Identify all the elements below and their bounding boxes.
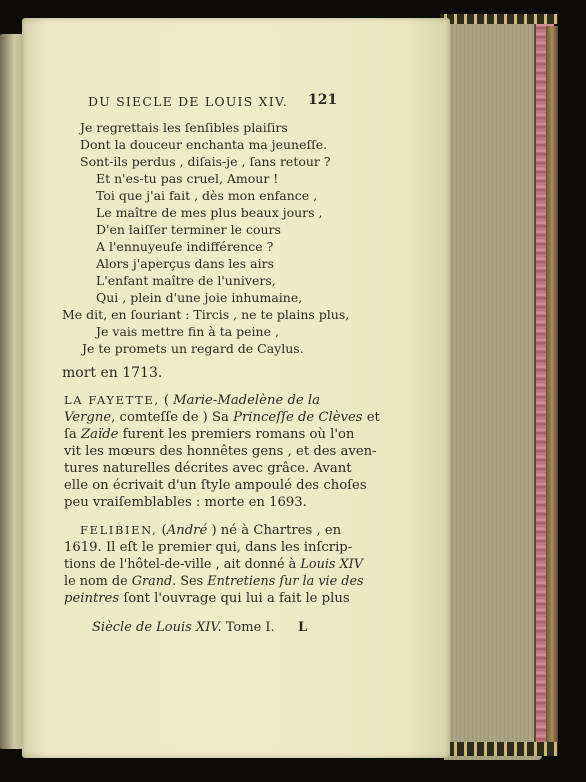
poem-line: Dont la douceur enchanta ma jeuneſſe. bbox=[80, 137, 328, 152]
poem-line: Toi que j'ai fait , dès mon enfance , bbox=[96, 188, 318, 203]
previous-page-edge bbox=[0, 34, 24, 749]
entry-felibien-line-5: peintres ſont l'ouvrage qui lui a fait le plus bbox=[64, 591, 350, 606]
entry-felibien-line-2: 1619. Il eſt le premier qui, dans les inſcrip- bbox=[64, 540, 353, 555]
death-date-line: mort en 1713. bbox=[62, 365, 163, 381]
poem-line: Et n'es-tu pas cruel, Amour ! bbox=[96, 171, 279, 186]
entry-lafayette-line-7: peu vraiſemblables : morte en 1693. bbox=[64, 495, 307, 510]
page-number: 121 bbox=[308, 92, 338, 108]
entry-lafayette-line-2: Vergne, comteſſe de ) Sa Princeſſe de Clèves et bbox=[64, 410, 380, 425]
poem-line: D'en laiſſer terminer le cours bbox=[96, 222, 281, 237]
poem-line: Le maître de mes plus beaux jours , bbox=[96, 205, 323, 220]
headband bbox=[440, 14, 558, 24]
page-footer bbox=[92, 620, 275, 635]
poem-line: A l'ennuyeuſe indifférence ? bbox=[96, 239, 274, 254]
page-block-edge bbox=[444, 16, 542, 760]
entry-felibien-line-3: tions de l'hôtel-de-ville , ait donné à Louis XIV bbox=[64, 557, 363, 572]
poem-line: Me dit, en ſouriant : Tircis , ne te plains plus, bbox=[62, 307, 350, 322]
poem-line: Sont-ils perdus , diſais-je , ſans retour ? bbox=[80, 154, 331, 169]
footer-book-title: Siècle de Louis XIV. bbox=[92, 620, 222, 635]
poem-line: L'enfant maître de l'univers, bbox=[96, 273, 276, 288]
entry-name-felibien: FELIBIEN, bbox=[80, 523, 158, 537]
entry-felibien-line-4: le nom de Grand. Ses Entretiens ſur la vie des bbox=[64, 574, 364, 589]
entry-felibien-line-1: FELIBIEN, (André ) né à Chartres , en bbox=[80, 523, 342, 538]
entry-lafayette-line-3: ſa Zaïde furent les premiers romans où l'on bbox=[64, 427, 355, 442]
entry-lafayette-line-6: elle on écrivait d'un ſtyle ampoulé des choſes bbox=[64, 478, 367, 493]
poem-line: Je vais mettre fin à ta peine , bbox=[96, 324, 279, 339]
entry-name-lafayette: LA FAYETTE, bbox=[64, 393, 160, 407]
running-head-title: DU SIECLE DE LOUIS XIV. bbox=[88, 94, 289, 109]
poem-line: Alors j'aperçus dans les airs bbox=[96, 256, 275, 271]
poem-line: Je te promets un regard de Caylus. bbox=[82, 341, 304, 356]
signature-mark: L bbox=[298, 620, 308, 635]
cover-board bbox=[546, 26, 558, 748]
entry-lafayette-line-1: LA FAYETTE, ( Marie-Madelène de la bbox=[64, 393, 320, 408]
footer-volume: Tome I. bbox=[225, 620, 275, 635]
poem-line: Je regrettais les ſenſibles plaiſirs bbox=[80, 120, 288, 135]
footband bbox=[440, 742, 558, 756]
poem-line: Qui , plein d'une joie inhumaine, bbox=[96, 290, 303, 305]
entry-lafayette-line-5: tures naturelles décrites avec grâce. Avant bbox=[64, 461, 352, 476]
entry-lafayette-line-4: vit les mœurs des honnêtes gens , et des aven- bbox=[64, 444, 377, 459]
